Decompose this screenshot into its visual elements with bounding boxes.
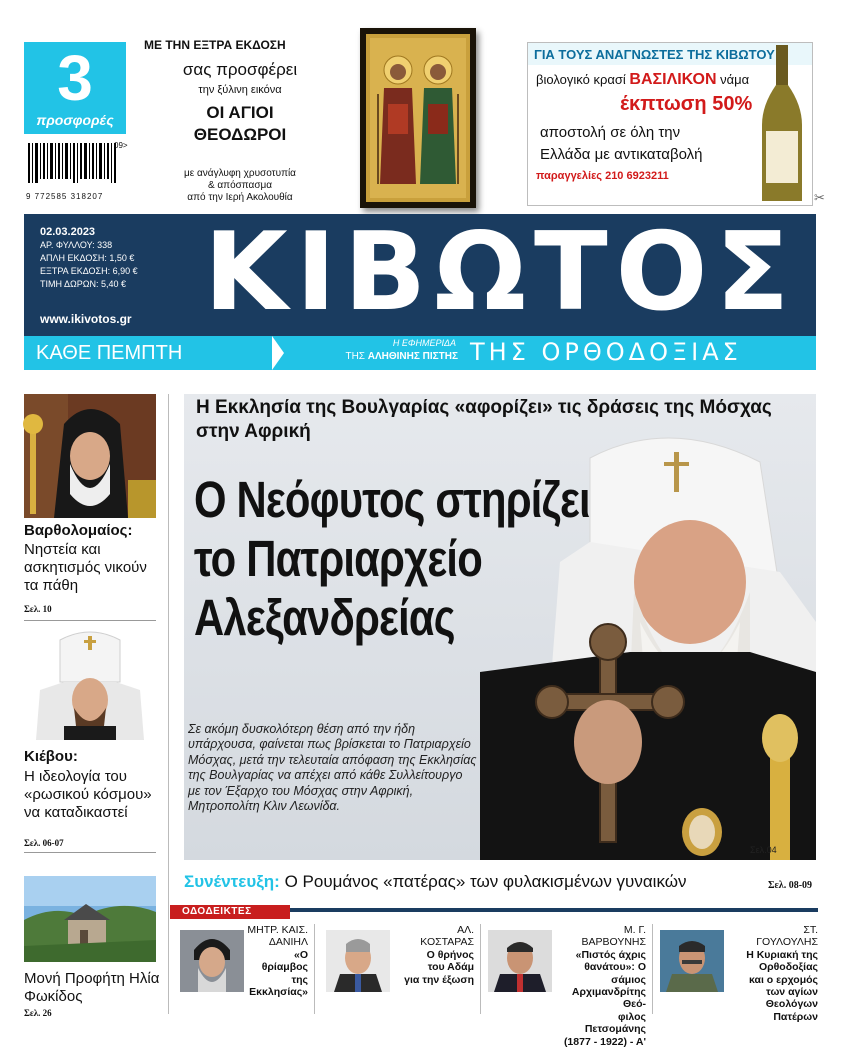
tagline-1: Η ΕΦΗΜΕΡΙΔΑ — [392, 338, 456, 348]
side-1-page: Σελ. 10 — [24, 604, 52, 614]
ad-line1a: βιολογικό κρασί — [536, 72, 626, 87]
guide-1-author2: ΔΑΝΙΗΛ — [268, 936, 308, 949]
ad-line1c: νάμα — [720, 72, 750, 87]
extra-line5b: & απόσπασμα — [207, 180, 273, 191]
wine-advert — [527, 42, 813, 206]
guide-2-title2: του Αδάμ — [427, 961, 474, 974]
guide-4-author: ΣΤ. — [803, 924, 818, 936]
promo-label: προσφορές — [36, 112, 114, 128]
guide-3-title1: «Πιστός άχρις — [575, 948, 646, 961]
guide-1-text[interactable] — [246, 924, 308, 998]
barcode — [26, 141, 130, 201]
guide-3-author: Μ. Γ. — [623, 924, 646, 936]
guide-1-photo — [180, 930, 244, 992]
guides-label: ΟΔΟΔΕΙΚΤΕΣ — [170, 905, 290, 919]
issue-date: 02.03.2023 — [40, 226, 96, 238]
side-1-name: Βαρθολομαίος: — [24, 522, 133, 539]
guide-4-title1: Η Κυριακή της — [746, 948, 818, 961]
guide-3-title5: (1877 - 1922) - Α' — [563, 1035, 646, 1048]
guide-2-author: ΑΛ. — [457, 924, 474, 936]
guide-3-title4: φιλος Πετσομάνης — [584, 1010, 646, 1036]
extra-line4b: ΘΕΟΔΩΡΟΙ — [193, 125, 287, 144]
guide-3-photo — [488, 930, 552, 992]
guide-2-title3: για την έξωση — [404, 973, 474, 986]
guide-4-title4: των αγίων Θεολόγων — [765, 986, 818, 1011]
divider — [24, 620, 156, 621]
story-page: Σελ.04 — [750, 845, 777, 855]
issue-number: ΑΡ. ΦΥΛΛΟΥ: 338 — [40, 240, 113, 250]
side-2-text: Η ιδεολογία του «ρωσικού κόσμου» να καταδικαστεί — [24, 768, 152, 821]
headline-line1: Ο Νεόφυτος στηρίζει — [194, 471, 590, 528]
promo-badge — [24, 42, 126, 134]
extra-line3: την ξύλινη εικόνα — [198, 84, 282, 96]
masthead-subbar — [24, 336, 816, 370]
guide-3-text[interactable] — [554, 924, 646, 1048]
column-divider — [168, 394, 169, 1014]
kiev-photo — [24, 630, 156, 740]
masthead-info — [40, 226, 138, 291]
headline-line2: το Πατριαρχείο — [194, 530, 482, 587]
ad-line3a: αποστολή σε όλη την — [540, 124, 681, 141]
side-3-page: Σελ. 26 — [24, 1008, 52, 1018]
guide-4-title3: και ο ερχομός — [749, 973, 818, 986]
website-link[interactable]: www.ikivotos.gr — [40, 312, 132, 326]
tagline-2b: ΑΛΗΘΙΝΗΣ ΠΙΣΤΗΣ — [367, 351, 458, 362]
guide-3-title2: θανάτου»: Ο σάμιος — [584, 961, 646, 986]
guide-4-title5: Πατέρων — [773, 1010, 818, 1023]
arrow-divider — [272, 336, 284, 370]
headline-line3: Αλεξανδρείας — [194, 589, 455, 646]
extra-line4a: ΟΙ ΑΓΙΟΙ — [206, 103, 274, 122]
scissors-icon: ✂ — [814, 190, 825, 205]
price-extra: ΕΞΤΡΑ ΕΚΔΟΣΗ: 6,90 € — [40, 266, 138, 276]
guide-1-title2: της — [291, 973, 308, 986]
guide-4-author2: ΓΟΥΛΟΥΛΗΣ — [756, 936, 818, 949]
story-lede: Σε ακόμη δυσκολότερη θέση από την ήδη υπάρχουσα, φαίνεται πως βρίσκεται το Πατριαρχείο Μόσχας, μετά την τελευταία απόφαση της Εκκλησίας της Βουλγαρίας να απέχει από κάθε Συλλείτουργο με τον Έξαρχο του Μόσχας στην Αφρική, Μητροπολίτη Κλιν Λεωνίδα. — [188, 722, 477, 814]
guide-3-author2: ΒΑΡΒΟΥΝΗΣ — [581, 936, 646, 949]
price-simple: ΑΠΛΗ ΕΚΔΟΣΗ: 1,50 € — [40, 253, 135, 263]
guide-1-title1: «Ο θρίαμβος — [261, 948, 308, 974]
guide-2-author2: ΚΟΣΤΑΡΑΣ — [420, 936, 474, 949]
divider — [24, 852, 156, 853]
guide-2-text[interactable] — [394, 924, 474, 986]
barcode-digits: 9 772585 318207 — [26, 192, 104, 201]
ad-brand: ΒΑΣΙΛΙΚΟΝ — [629, 71, 717, 88]
bartholomew-photo — [24, 394, 156, 518]
guide-1-title3: Εκκλησίας» — [249, 986, 308, 999]
guide-4-title2: Ορθοδοξίας — [758, 961, 818, 974]
ad-heading: ΓΙΑ ΤΟΥΣ ΑΝΑΓΝΩΣΤΕΣ ΤΗΣ ΚΙΒΩΤΟΥ — [528, 43, 812, 65]
ad-discount: έκπτωση 50% — [620, 93, 753, 115]
tagline-3: ΤΗΣ ΟΡΘΟΔΟΞΙΑΣ — [470, 338, 742, 366]
interview-teaser[interactable] — [184, 872, 816, 892]
extra-line2: σας προσφέρει — [182, 60, 298, 79]
side-2-page: Σελ. 06-07 — [24, 838, 64, 848]
side-2-name: Κιέβου: — [24, 748, 78, 765]
guide-4-photo — [660, 930, 724, 992]
extra-edition-offer — [140, 38, 340, 204]
ad-line3b: Ελλάδα με αντικαταβολή — [540, 146, 703, 163]
tagline-2 — [302, 351, 458, 362]
guide-2-title1: Ο θρήνος — [426, 948, 474, 961]
tagline-2a: ΤΗΣ — [345, 351, 365, 362]
guide-1-author: ΜΗΤΡ. ΚΑΙΣ. — [247, 924, 308, 936]
extra-line5a: με ανάγλυφη χρυσοτυπία — [184, 168, 296, 179]
story-kicker: Η Εκκλησία της Βουλγαρίας «αφορίζει» τις δράσεις της Μόσχας στην Αφρική — [196, 397, 772, 442]
guide-2-photo — [326, 930, 390, 992]
interview-page: Σελ. 08-09 — [768, 880, 813, 891]
divider — [480, 924, 481, 1014]
interview-text: Ο Ρουμάνος «πατέρας» των φυλακισμένων γυναικών — [284, 872, 687, 891]
price-gifts: ΤΙΜΗ ΔΩΡΩΝ: 5,40 € — [40, 279, 126, 289]
promo-number: 3 — [57, 42, 93, 114]
story-headline — [194, 470, 590, 647]
wine-bottle-icon — [754, 45, 810, 205]
side-3-text: Μονή Προφήτη Ηλία Φωκίδος — [24, 970, 160, 1005]
barcode-issue: 09> — [114, 141, 128, 150]
divider — [652, 924, 653, 1014]
interview-label: Συνέντευξη: — [184, 872, 280, 891]
masthead — [24, 210, 816, 336]
ad-phone: παραγγελίες 210 6923211 — [536, 170, 669, 182]
guide-4-text[interactable] — [726, 924, 818, 1023]
side-1-text: Νηστεία και ασκητισμός νικούν τα πάθη — [24, 541, 147, 594]
newspaper-title: ΚΙΒΩΤΟΣ — [204, 210, 798, 335]
guide-3-title3: Αρχιμανδρίτης Θεό- — [571, 986, 646, 1011]
extra-line1: ΜΕ ΤΗΝ ΕΞΤΡΑ ΕΚΔΟΣΗ — [144, 38, 286, 52]
extra-line5c: από την Ιερή Ακολουθία — [187, 192, 293, 203]
monastery-photo — [24, 876, 156, 962]
weekly-label: ΚΑΘΕ ΠΕΜΠΤΗ — [36, 342, 183, 364]
divider — [314, 924, 315, 1014]
saints-icon-image — [360, 28, 476, 208]
